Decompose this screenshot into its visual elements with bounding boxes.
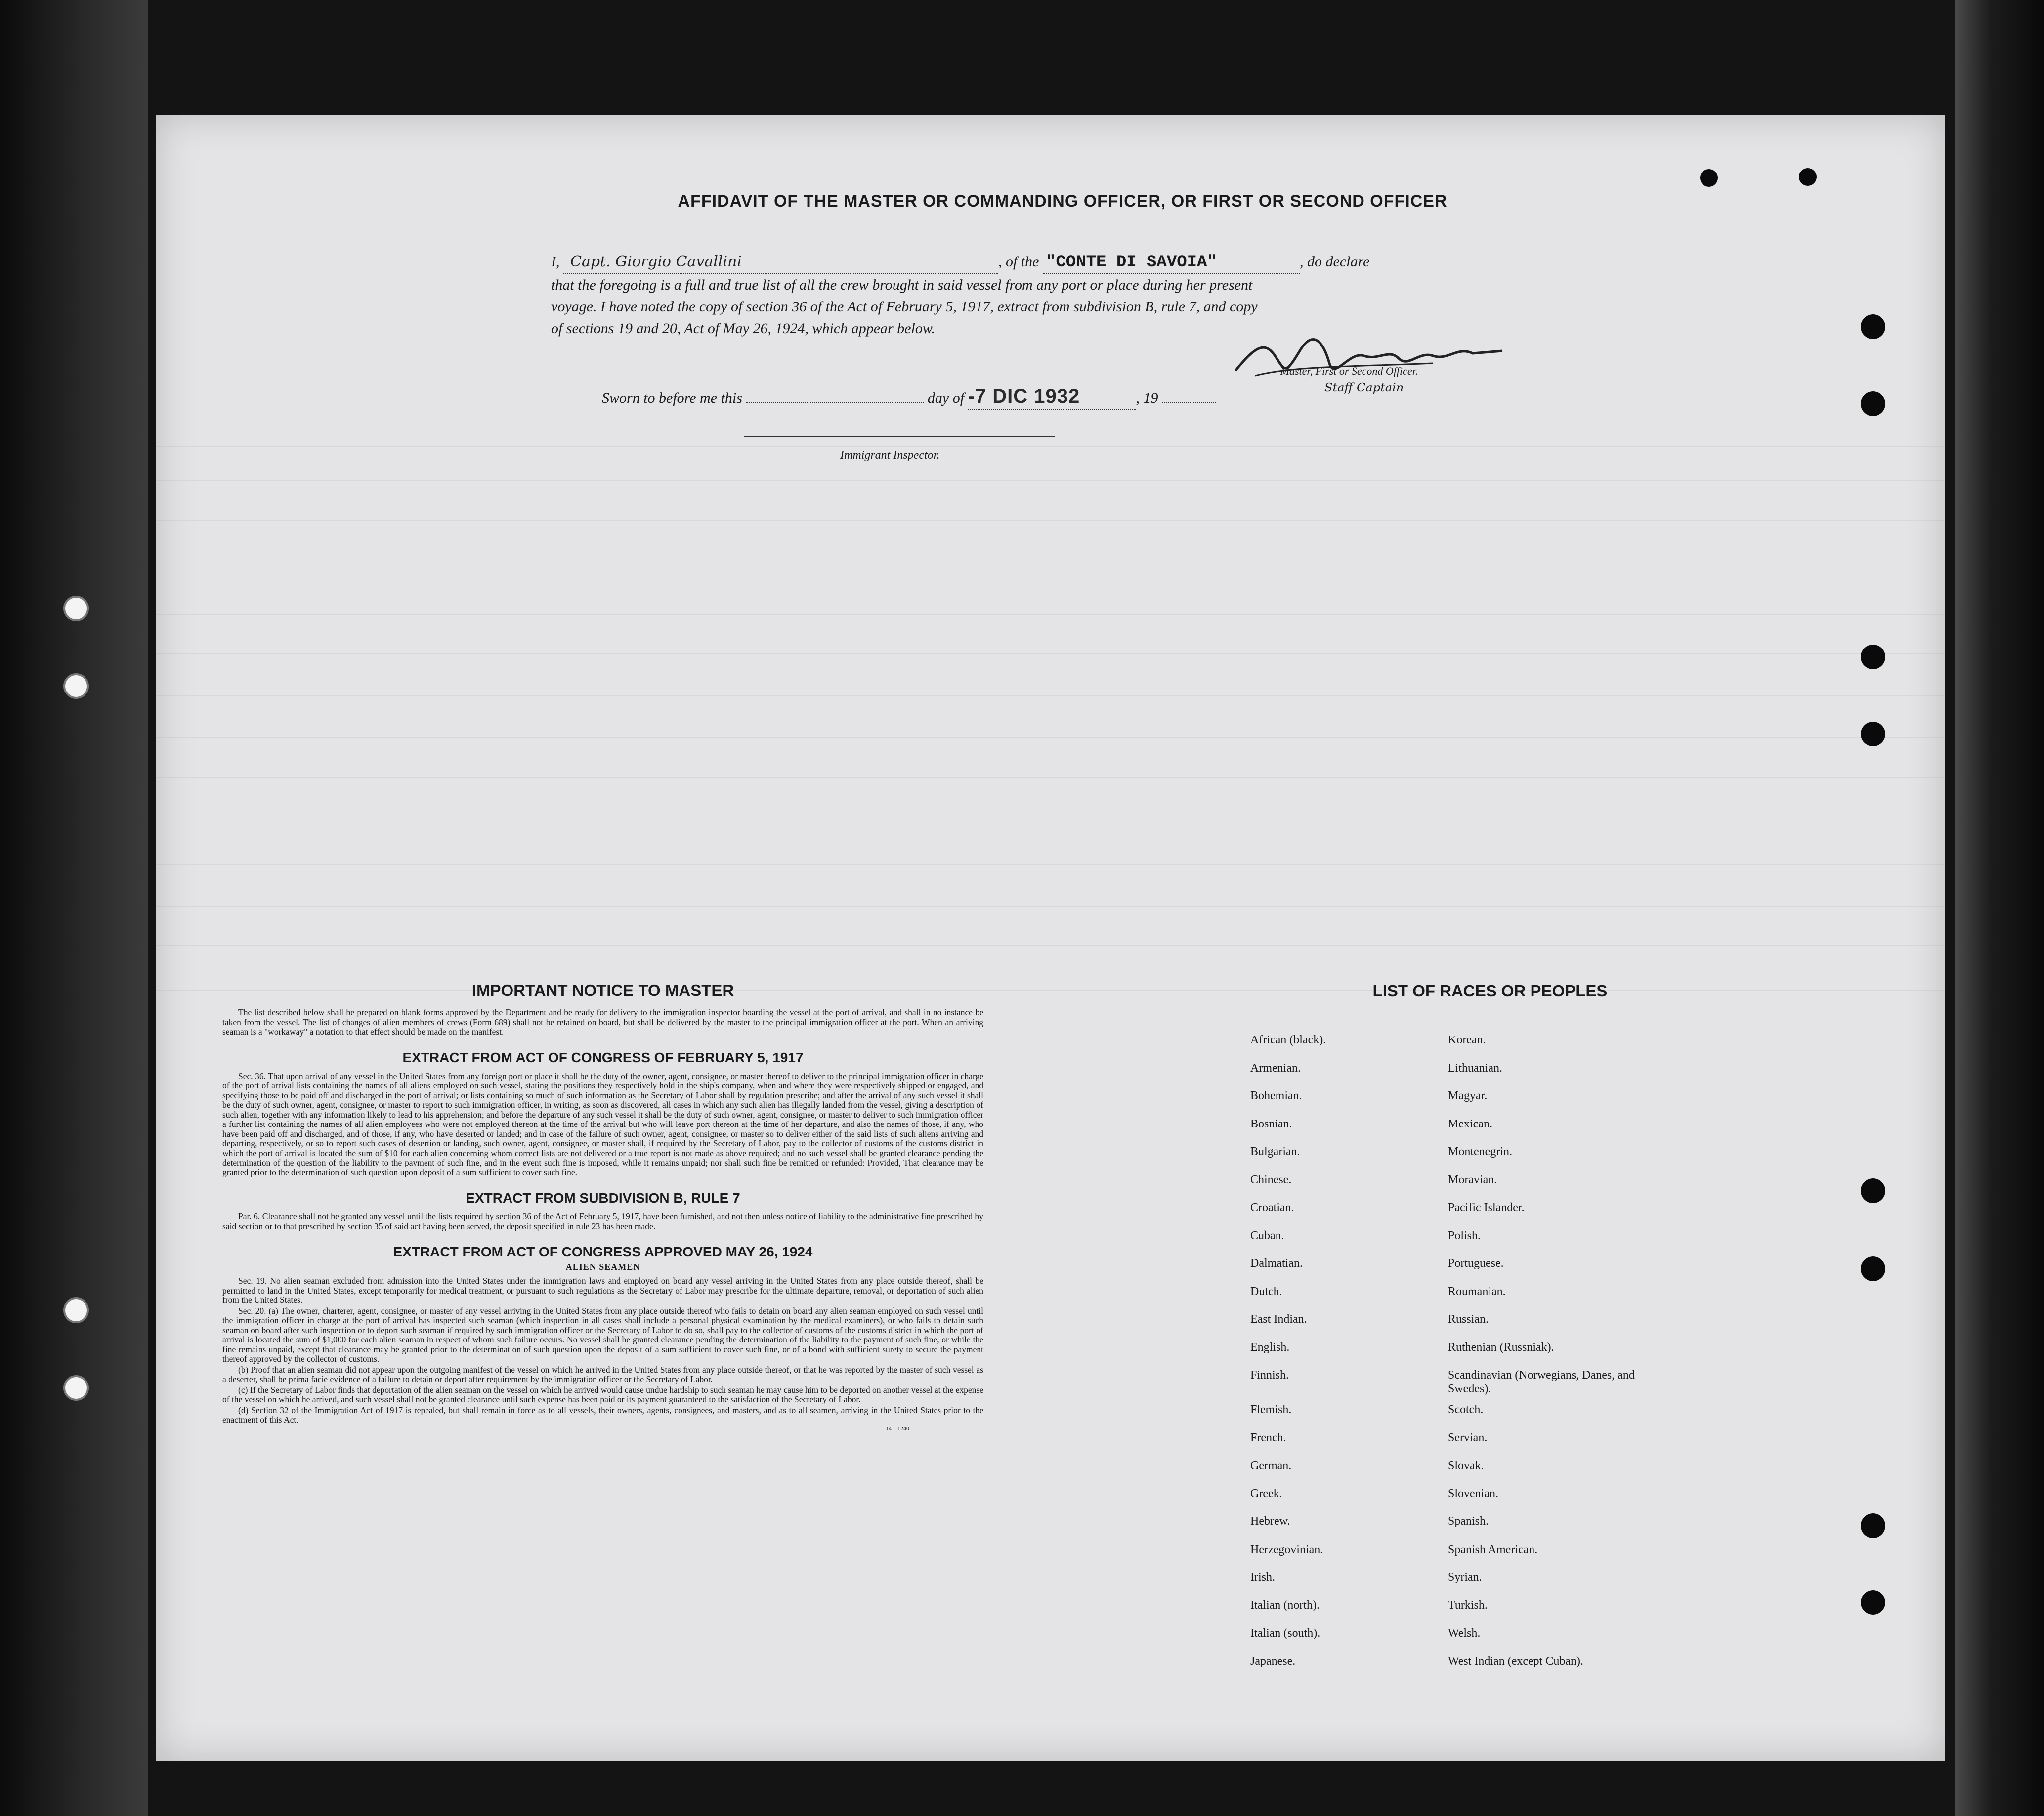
extract-1924-sec20d: (d) Section 32 of the Immigration Act of 1917 is repealed, but shall remain in force as to all vessels, their owners, agents, consignees, and masters, and as to all seamen, arriving in the United States prior to the enactment of this Act. <box>222 1405 983 1425</box>
race-item: Bosnian. <box>1250 1117 1292 1130</box>
binder-hole <box>1861 1513 1885 1538</box>
film-border-right <box>1955 0 2044 1816</box>
race-item: Dutch. <box>1250 1285 1282 1298</box>
affidavit-line-3: voyage. I have noted the copy of section 36 of the Act of February 5, 1917, extract from subdivision B, rule 7, and copy <box>551 299 1258 315</box>
binder-hole <box>1861 645 1885 669</box>
film-border-left <box>0 0 148 1816</box>
race-item: Bohemian. <box>1250 1089 1302 1102</box>
race-item: Roumanian. <box>1448 1285 1506 1298</box>
affidavit-i: I, <box>551 254 560 270</box>
race-item: English. <box>1250 1340 1290 1354</box>
extract-1924-subtitle: ALIEN SEAMEN <box>565 1262 640 1272</box>
race-item: Scandinavian (Norwegians, Danes, and Swedes). <box>1448 1369 1635 1395</box>
extract-1924-title: EXTRACT FROM ACT OF CONGRESS APPROVED MAY 26, 1924 <box>393 1244 813 1259</box>
affidavit-body <box>551 251 1530 340</box>
race-item: Herzegovinian. <box>1250 1543 1323 1556</box>
race-item: Chinese. <box>1250 1173 1292 1186</box>
binder-hole <box>1861 722 1885 746</box>
sworn-day-of: day of <box>927 390 965 406</box>
punch-hole <box>63 1375 89 1401</box>
extract-rule7-title: EXTRACT FROM SUBDIVISION B, RULE 7 <box>466 1190 740 1206</box>
binder-hole <box>1861 1590 1885 1615</box>
race-item: Flemish. <box>1250 1403 1292 1416</box>
race-item: Japanese. <box>1250 1654 1296 1668</box>
race-item: Slovak. <box>1448 1459 1484 1472</box>
race-item: German. <box>1250 1459 1292 1472</box>
race-item: French. <box>1250 1431 1286 1444</box>
inspector-label: Immigrant Inspector. <box>840 449 940 462</box>
race-item: Slovenian. <box>1448 1487 1498 1500</box>
race-item: African (black). <box>1250 1034 1326 1046</box>
race-item: Turkish. <box>1448 1599 1488 1612</box>
race-item: Spanish American. <box>1448 1543 1538 1556</box>
notice-text: The list described below shall be prepared on blank forms approved by the Department and be ready for delivery to the immigration inspector boarding the vessel at the port of arrival, and shall in no instance be taken from the vessel. The list of changes of alien members of crews (Form 689) shall not be retained on board, but shall be delivered by the master to the principal immigration officer at the port. When an arriving seaman is a "workaway" a notation to that effect should be made on the manifest. <box>222 1007 983 1037</box>
sworn-prefix: Sworn to before me this <box>602 390 742 406</box>
punch-hole <box>63 1297 89 1323</box>
race-item: Hebrew. <box>1250 1515 1290 1528</box>
race-item: West Indian (except Cuban). <box>1448 1654 1583 1668</box>
affidavit-declare: , do declare <box>1300 254 1370 270</box>
extract-1917-title: EXTRACT FROM ACT OF CONGRESS OF FEBRUARY 5, 1917 <box>402 1049 804 1065</box>
race-item: Cuban. <box>1250 1229 1284 1242</box>
vessel-name-field[interactable] <box>1043 251 1300 274</box>
binder-hole <box>1861 391 1885 416</box>
affidavit-of-the: , of the <box>998 254 1039 270</box>
race-item: East Indian. <box>1250 1313 1307 1326</box>
race-item: Portuguese. <box>1448 1257 1504 1270</box>
officer-label: Master, First or Second Officer. <box>1280 365 1418 377</box>
race-item: Italian (south). <box>1250 1627 1320 1640</box>
race-item: Korean. <box>1448 1034 1486 1046</box>
extract-1924-sec19: Sec. 19. No alien seaman excluded from admission into the United States under the immigration laws and employed on board any vessel arriving in the United States from any place outside thereof, shall be permitted to land in the United States, except temporarily for medical treatment, or pursuant to such regulations as the Secretary of Labor may prescribe for the ultimate departure, removal, or deportation of such alien from the United States. <box>222 1276 983 1305</box>
race-item: Russian. <box>1448 1313 1489 1326</box>
affidavit-line-2: that the foregoing is a full and true list of all the crew brought in said vessel from any port or place during her present <box>551 277 1253 293</box>
sworn-year-prefix: , 19 <box>1136 390 1158 406</box>
punch-hole <box>63 596 89 621</box>
race-item: Ruthenian (Russniak). <box>1448 1340 1554 1354</box>
race-item: Irish. <box>1250 1571 1275 1584</box>
race-item: Montenegrin. <box>1448 1145 1512 1158</box>
notice-title: IMPORTANT NOTICE TO MASTER <box>471 981 734 999</box>
extract-1924-sec20a: Sec. 20. (a) The owner, charterer, agent, consignee, or master of any vessel arriving in the United States from any place outside thereof who fails to detain on board any alien seaman employed on such vessel until the immigration officer in charge at the port of arrival has inspected such seaman (which inspection in all cases shall include a personal physical examination by the medical examiners), or who fails to detain such seaman on board after such inspection or to deport such seaman if required by such immigration officer or the Secretary of Labor to do so, shall pay to the collector of customs of the customs district in which the port of arrival is located the sum of $1,000 for each alien seaman in respect of whom such failure occurs. No vessel shall be granted clearance pending the determination of the liability to the payment of such fine, or while the fine remains unpaid, except that clearance may be granted prior to the determination of such question upon the deposit of a sum sufficient to cover such fine, or of a bond with sufficient surety to secure the payment thereof approved by the collector of customs. <box>222 1305 983 1364</box>
extract-1917-text: Sec. 36. That upon arrival of any vessel in the United States from any foreign port or place it shall be the duty of the owner, agent, consignee, or master thereof to deliver to the principal immigration officer in charge of the port of arrival lists containing the names of all aliens employed on such vessel, stating the positions they respectively hold in the ship's company, when and where they were respectively shipped or engaged, and specifying those to be paid off and discharged in the port of arrival; or lists containing so much of such information as the Secretary of Labor shall by regulation prescribe; and after the arrival of any such vessel it shall be the duty of such owner, agent, consignee, or master to report to such immigration officer, in writing, as soon as discovered, all cases in which any such alien has illegally landed from the vessel, giving a description of such alien, together with any information likely to lead to his apprehension; and before the departure of any such vessel it shall be the duty of such owner, agent, consignee, or master to deliver to such immigration officer a further list containing the names of all alien employees who were not employed thereon at the time of the arrival but who will leave port thereon at the time of her departure, and also the names of those, if any, who have been paid off and discharged, and of those, if any, who have deserted or landed; and in case of the failure of such owner, agent, consignee, or master so to deliver either of the said lists of such aliens arriving and departing, respectively, or so to report such cases of desertion or landing, such owner, agent, consignee, or master shall, if required by the Secretary of Labor, pay to the collector of customs of the customs district in which the port of arrival is located the sum of $10 for each alien concerning whom correct lists are not delivered or a true report is not made as above required; and no such vessel shall be granted clearance pending the determination of the question of the liability to the payment of such fine, and in the event such fine is imposed, while it remains unpaid; nor shall such fine be remitted or refunded: Provided, That clearance may be granted prior to the determination of such question upon deposit of a sum sufficient to cover such fine. <box>222 1071 983 1177</box>
races-list <box>1250 1026 1725 1675</box>
race-item: Greek. <box>1250 1487 1282 1500</box>
race-item: Welsh. <box>1448 1627 1481 1640</box>
officer-title-handwritten: Staff Captain <box>1324 381 1404 394</box>
race-item: Servian. <box>1448 1431 1488 1444</box>
race-item: Italian (north). <box>1250 1599 1320 1612</box>
punch-hole <box>63 673 89 699</box>
extract-rule7-text: Par. 6. Clearance shall not be granted any vessel until the lists required by section 36 of the Act of February 5, 1917, have been furnished, and not then unless notice of liability to the administrative fine prescribed by said section or to that prescribed by section 35 of said act having been served, the deposit specified in rule 23 has been made. <box>222 1211 983 1231</box>
race-item: Scotch. <box>1448 1403 1484 1416</box>
sworn-date-stamp: -7 DIC 1932 <box>968 386 1080 407</box>
binder-hole <box>1799 168 1817 186</box>
race-item: Bulgarian. <box>1250 1145 1300 1158</box>
race-item: Lithuanian. <box>1448 1061 1502 1075</box>
race-item: Dalmatian. <box>1250 1257 1303 1270</box>
race-item: Spanish. <box>1448 1515 1489 1528</box>
extract-1924-sec20b: (b) Proof that an alien seaman did not appear upon the outgoing manifest of the vessel on which he arrived in the United States from any place outside thereof, or that he was reported by the master of such vessel as a deserter, shall be prima facie evidence of a failure to detain or deport after requirement by the immigration officer or the Secretary of Labor. <box>222 1364 983 1384</box>
race-item: Moravian. <box>1448 1173 1497 1186</box>
race-item: Polish. <box>1448 1229 1481 1242</box>
sworn-day-field[interactable] <box>746 402 924 403</box>
binder-hole <box>1700 169 1718 187</box>
race-item: Magyar. <box>1448 1089 1488 1102</box>
legal-notices <box>222 981 983 1432</box>
affidavit-first-line <box>551 251 1530 274</box>
form-number: 14—1240 <box>886 1425 909 1432</box>
race-item: Finnish. <box>1250 1369 1289 1382</box>
race-item: Pacific Islander. <box>1448 1201 1525 1214</box>
master-name: Capt. Giorgio Cavallini <box>570 253 742 270</box>
master-signature <box>1226 336 1512 386</box>
binder-hole <box>1861 1178 1885 1203</box>
race-item: Syrian. <box>1448 1571 1482 1584</box>
sworn-year-field[interactable] <box>1162 402 1216 403</box>
affidavit-title: AFFIDAVIT OF THE MASTER OR COMMANDING OFFICER, OR FIRST OR SECOND OFFICER <box>678 192 1448 211</box>
extract-1924-sec20c: (c) If the Secretary of Labor finds that deportation of the alien seaman on the vessel on which he arrived would cause undue hardship to such seaman he may cause him to be deported on another vessel at the expense of the vessel on which he arrived, and such vessel shall not be granted clearance until such expense has been paid or its payment guaranteed to the satisfaction of the Secretary of Labor. <box>222 1384 983 1404</box>
inspector-signature-line[interactable] <box>744 436 1055 437</box>
affidavit-line-4: of sections 19 and 20, Act of May 26, 1924, which appear below. <box>551 320 936 337</box>
master-name-field[interactable] <box>563 251 998 274</box>
binder-hole <box>1861 1256 1885 1281</box>
race-item: Mexican. <box>1448 1117 1492 1130</box>
sworn-line <box>602 386 1304 410</box>
races-title: LIST OF RACES OR PEOPLES <box>1372 982 1608 1000</box>
race-item: Croatian. <box>1250 1201 1294 1214</box>
sworn-date-field[interactable] <box>968 386 1136 410</box>
race-item: Armenian. <box>1250 1061 1301 1075</box>
vessel-name: "CONTE DI SAVOIA" <box>1046 253 1217 272</box>
binder-hole <box>1861 314 1885 339</box>
